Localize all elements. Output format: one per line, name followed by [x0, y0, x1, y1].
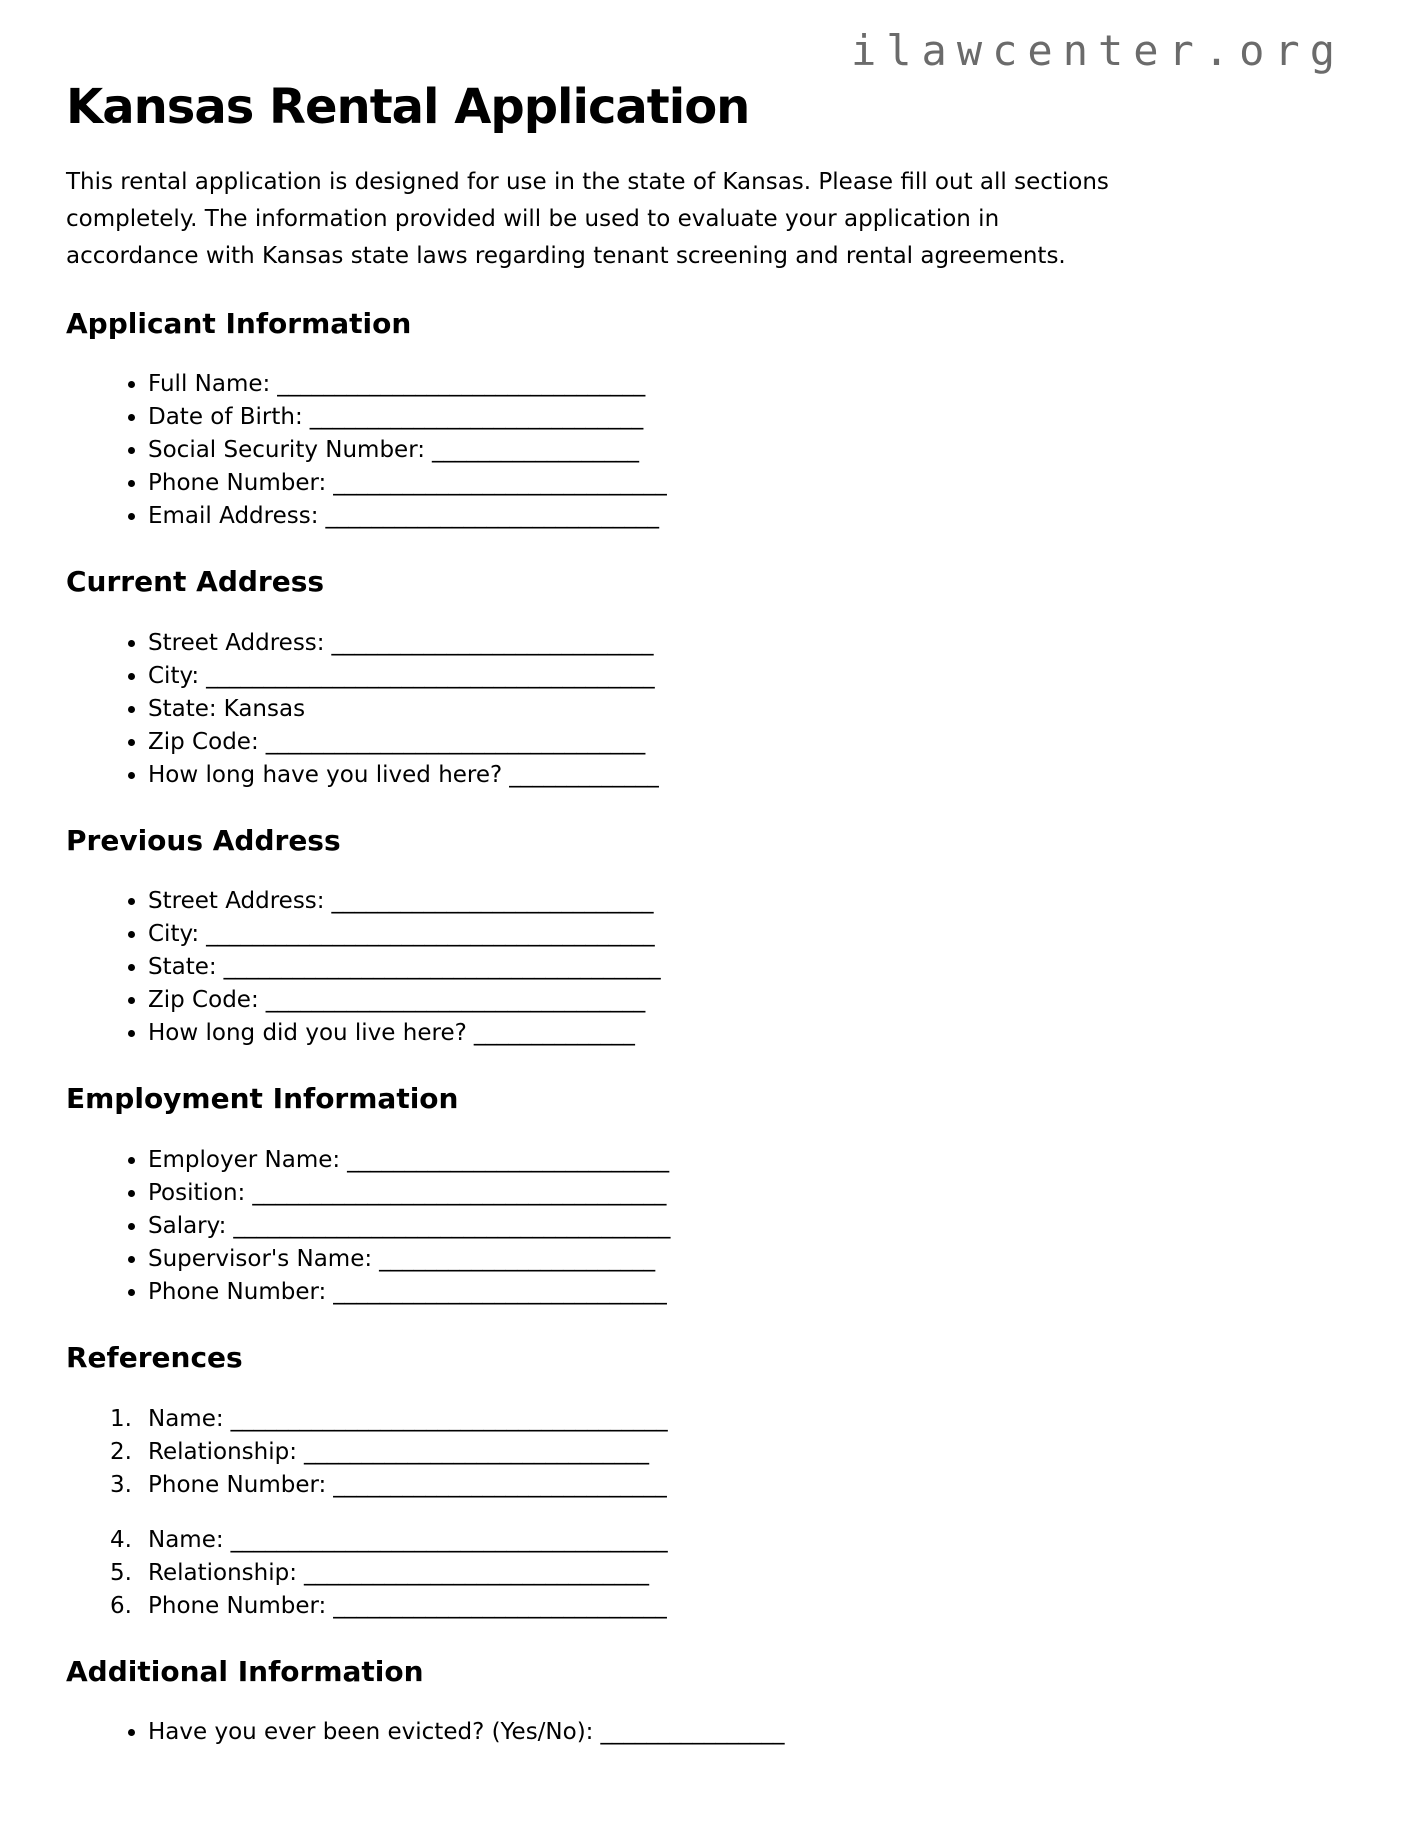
section-references	[66, 1341, 1345, 1623]
blank-line: _______________________________________	[206, 662, 655, 689]
field-label: Zip Code:	[148, 987, 259, 1014]
field-label: Relationship:	[148, 1559, 297, 1586]
field-row	[148, 1243, 1345, 1276]
field-row	[148, 726, 1345, 759]
reference-list-1	[66, 1403, 1345, 1502]
watermark-site-name: ilawcenter.org	[850, 26, 1345, 75]
field-label: Zip Code:	[148, 728, 259, 755]
field-label: City:	[148, 662, 200, 689]
blank-line: ____________________________________	[252, 1179, 667, 1206]
field-label: Relationship:	[148, 1438, 297, 1465]
blank-line: ________________	[600, 1719, 785, 1746]
field-row	[148, 984, 1345, 1017]
field-label: Full Name:	[148, 371, 271, 398]
blank-line: ______________	[473, 1020, 635, 1047]
field-row	[148, 885, 1345, 918]
intro-line: completely. The information provided will be used to evaluate your application in	[66, 205, 1000, 232]
field-row	[110, 1557, 1345, 1590]
field-label: Street Address:	[148, 629, 325, 656]
blank-line: ______________________________	[303, 1438, 649, 1465]
blank-line: _____________________________	[333, 1592, 667, 1619]
section-heading: Applicant Information	[66, 306, 412, 340]
field-row	[148, 1017, 1345, 1050]
intro-paragraph	[66, 164, 1345, 275]
section-applicant-information	[66, 307, 1345, 534]
blank-line: _____________________________	[333, 1278, 667, 1305]
field-row	[110, 1469, 1345, 1502]
field-row	[148, 627, 1345, 660]
blank-line: _____________________________	[333, 1471, 667, 1498]
field-row	[148, 368, 1345, 401]
field-row	[148, 759, 1345, 792]
blank-line: _________________________________	[265, 728, 646, 755]
field-row	[110, 1403, 1345, 1436]
field-row	[148, 1210, 1345, 1243]
field-label: Date of Birth:	[148, 404, 303, 431]
blank-line: ______________________________________	[230, 1526, 668, 1553]
section-employment-information	[66, 1082, 1345, 1309]
blank-line: _________________________________	[265, 987, 646, 1014]
item-number: 3.	[110, 1471, 132, 1498]
field-row	[148, 1177, 1345, 1210]
intro-line: This rental application is designed for use in the state of Kansas. Please fill out all sections	[66, 168, 1109, 195]
blank-line: ________________________________	[277, 371, 646, 398]
field-row	[148, 693, 1345, 726]
blank-line: ____________________________	[331, 888, 654, 915]
blank-line: _______________________________________	[206, 921, 655, 948]
field-list	[66, 1144, 1345, 1309]
section-additional-information	[66, 1655, 1345, 1750]
field-label: Position:	[148, 1179, 246, 1206]
blank-line: ______________________________________	[233, 1212, 671, 1239]
field-value: Kansas	[223, 695, 306, 722]
field-row	[148, 434, 1345, 467]
field-row	[148, 1144, 1345, 1177]
field-label: Phone Number:	[148, 1471, 327, 1498]
blank-line: ______________________________________	[223, 954, 661, 981]
section-heading: Additional Information	[66, 1654, 424, 1688]
field-row	[148, 951, 1345, 984]
field-row	[148, 918, 1345, 951]
blank-line: _____________________________	[309, 404, 644, 431]
page-title: Kansas Rental Application	[66, 79, 750, 136]
field-list	[66, 885, 1345, 1050]
blank-line: ____________________________	[347, 1146, 670, 1173]
document-page	[66, 26, 1345, 1749]
field-label: Employer Name:	[148, 1146, 341, 1173]
field-label: Name:	[148, 1526, 224, 1553]
field-label: Have you ever been evicted? (Yes/No):	[148, 1719, 594, 1746]
field-row	[110, 1436, 1345, 1469]
field-label: Email Address:	[148, 503, 319, 530]
field-row	[148, 660, 1345, 693]
item-number: 2.	[110, 1438, 132, 1465]
blank-line: _____________________________	[325, 503, 659, 530]
item-number: 4.	[110, 1526, 132, 1553]
field-row	[148, 500, 1345, 533]
field-list	[66, 627, 1345, 792]
section-heading: References	[66, 1340, 243, 1374]
field-label: City:	[148, 921, 200, 948]
field-row	[110, 1524, 1345, 1557]
field-label: State:	[148, 954, 217, 981]
field-label: How long did you live here?	[148, 1020, 467, 1047]
section-heading: Employment Information	[66, 1082, 459, 1116]
item-number: 5.	[110, 1559, 132, 1586]
field-label: Street Address:	[148, 888, 325, 915]
field-label: Phone Number:	[148, 1278, 327, 1305]
blank-line: ________________________	[379, 1245, 656, 1272]
intro-line: accordance with Kansas state laws regarding tenant screening and rental agreements.	[66, 242, 1066, 269]
field-label: How long have you lived here?	[148, 761, 503, 788]
field-label: Name:	[148, 1405, 224, 1432]
item-number: 1.	[110, 1405, 132, 1432]
section-previous-address	[66, 824, 1345, 1051]
section-heading: Current Address	[66, 565, 325, 599]
blank-line: ____________________________	[331, 629, 654, 656]
blank-line: ______________________________	[303, 1559, 649, 1586]
section-heading: Previous Address	[66, 823, 341, 857]
blank-line: _____________	[509, 761, 659, 788]
field-label: Supervisor's Name:	[148, 1245, 373, 1272]
field-label: Phone Number:	[148, 1592, 327, 1619]
field-label: State:	[148, 695, 217, 722]
field-row	[148, 401, 1345, 434]
blank-line: __________________	[432, 437, 639, 464]
reference-list-2	[66, 1524, 1345, 1623]
field-row	[148, 1276, 1345, 1309]
field-row	[148, 1716, 1345, 1749]
field-list	[66, 1716, 1345, 1749]
item-number: 6.	[110, 1592, 132, 1619]
blank-line: _____________________________	[333, 470, 667, 497]
field-row	[148, 467, 1345, 500]
blank-line: ______________________________________	[230, 1405, 668, 1432]
section-current-address	[66, 565, 1345, 792]
field-label: Phone Number:	[148, 470, 327, 497]
field-list	[66, 368, 1345, 533]
field-label: Salary:	[148, 1212, 227, 1239]
field-label: Social Security Number:	[148, 437, 425, 464]
field-row	[110, 1590, 1345, 1623]
